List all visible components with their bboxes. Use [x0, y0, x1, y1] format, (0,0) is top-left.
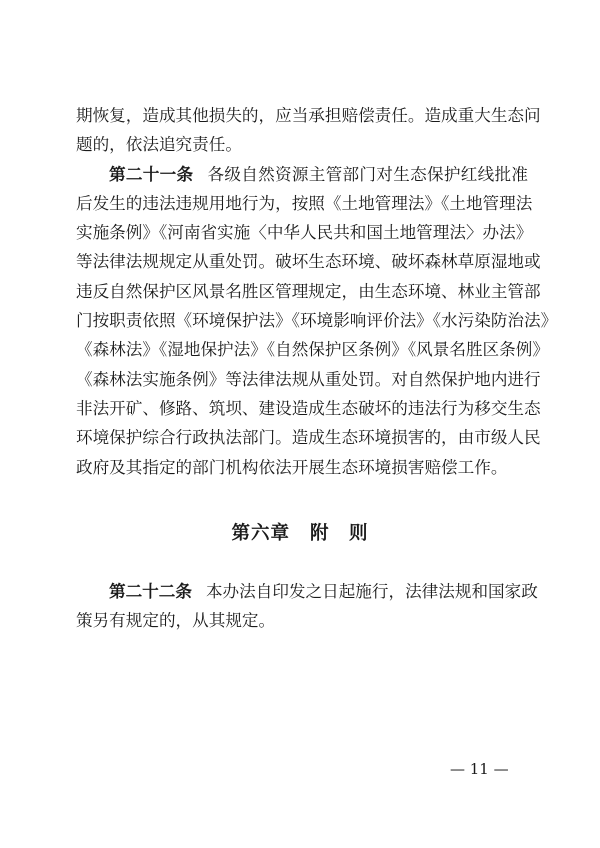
article-number: 第二十一条 [109, 163, 194, 184]
text-line: 期恢复，造成其他损失的，应当承担赔偿责任。造成重大生态问 [76, 106, 541, 125]
text-line: 违反自然保护区风景名胜区管理规定，由生态环境、林业主管部 [76, 281, 541, 301]
article-text: 各级自然资源主管部门对生态保护红线批准 [207, 164, 529, 184]
paragraph-continued [76, 101, 541, 160]
text-line: 《森林法》《湿地保护法》《自然保护区条例》《风景名胜区条例》 [76, 340, 549, 360]
text-line: 等法律法规规定从重处罚。破坏生态环境、破坏森林草原湿地或 [76, 252, 541, 272]
text-line: 环境保护综合行政执法部门。造成生态环境损害的，由市级人民 [76, 428, 541, 448]
article-22 [76, 577, 538, 636]
page-number: — 11 — [450, 760, 509, 778]
chapter-six-text-block [76, 577, 538, 636]
article-21 [76, 160, 558, 482]
text-line: 后发生的违法违规用地行为，按照《土地管理法》《土地管理法 [76, 193, 533, 213]
text-line: 策另有规定的，从其规定。 [76, 611, 276, 631]
chapter-number: 第六章 [231, 523, 290, 544]
text-line: 政府及其指定的部门机构依法开展生态环境损害赔偿工作。 [76, 457, 508, 477]
chapter-heading [0, 519, 600, 545]
text-line [76, 577, 538, 606]
main-text-block [76, 101, 558, 482]
text-line: 非法开矿、修路、筑坝、建设造成生态破坏的违法行为移交生态 [76, 398, 541, 418]
text-line: 题的，依法追究责任。 [76, 135, 242, 155]
text-line: 门按职责依照《环境保护法》《环境影响评价法》《水污染防治法》 [76, 311, 558, 331]
text-line: 《森林法实施条例》等法律法规从重处罚。对自然保护地内进行 [76, 369, 541, 389]
text-line [76, 160, 528, 189]
article-number: 第二十二条 [109, 581, 192, 601]
chapter-title: 附 则 [310, 523, 369, 544]
article-text: 本办法自印发之日起施行，法律法规和国家政 [205, 582, 538, 601]
text-line: 实施条例》《河南省实施〈中华人民共和国土地管理法〉办法》 [76, 223, 533, 243]
